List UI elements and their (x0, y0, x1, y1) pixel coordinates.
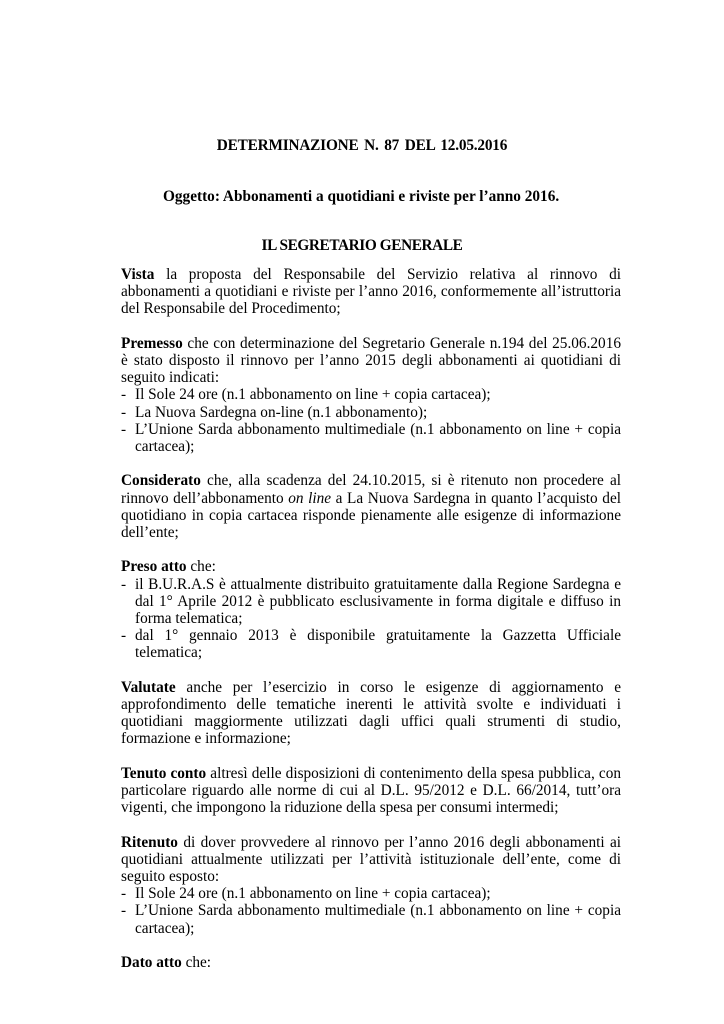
list-item: - Il Sole 24 ore (n.1 abbonamento on line + copia cartacea); (121, 386, 621, 403)
subject-line: Oggetto: Abbonamenti a quotidiani e riviste per l’anno 2016. (163, 188, 560, 205)
premesso-lead: Premesso (121, 334, 183, 352)
ritenuto-text: di dover provvedere al rinnovo per l’anno 2016 degli abbonamenti ai quotidiani attualmente utilizzati per l’attività istituzionale dell’ente, come di seguito esposto: (121, 833, 621, 886)
preso-atto-paragraph (121, 558, 621, 575)
tenuto-conto-lead: Tenuto conto (121, 764, 207, 782)
dato-atto-text: che: (181, 954, 212, 972)
tenuto-conto-text: altresì delle disposizioni di contenimento della spesa pubblica, con particolare riguardo alle norme di cui al D.L. 95/2012 e D.L. 66/2014, tutt’ora vigenti, che impongono la riduzione della spesa per consumi intermedi; (121, 764, 622, 817)
list-item: - L’Unione Sarda abbonamento multimediale (n.1 abbonamento on line + copia cartacea); (121, 902, 621, 936)
premesso-paragraph (121, 335, 621, 387)
preso-atto-list (121, 576, 621, 662)
considerato-italic: on line (288, 489, 332, 507)
premesso-list (121, 386, 621, 455)
list-item: - dal 1° gennaio 2013 è disponibile gratuitamente la Gazzetta Ufficiale telematica; (121, 627, 621, 661)
vista-lead: Vista (121, 266, 155, 283)
vista-text: la proposta del Responsabile del Servizio relativa al rinnovo di abbonamenti a quotidiani e riviste per l’anno 2016, conformemente all’istruttoria del Responsabile del Procedimento; (121, 266, 621, 318)
ritenuto-list (121, 885, 621, 937)
list-item: - Il Sole 24 ore (n.1 abbonamento on line + copia cartacea); (121, 885, 621, 902)
tenuto-conto-paragraph (121, 765, 621, 817)
list-item: - L’Unione Sarda abbonamento multimediale (n.1 abbonamento on line + copia cartacea); (121, 421, 621, 455)
considerato-paragraph (121, 472, 621, 541)
ritenuto-lead: Ritenuto (121, 833, 178, 851)
valutate-paragraph (121, 679, 621, 748)
considerato-lead: Considerato (121, 472, 201, 490)
list-item: - il B.U.R.A.S è attualmente distribuito gratuitamente dalla Regione Sardegna e dal 1° Aprile 2012 è pubblicato esclusivamente in forma digitale e diffuso in forma telematica; (121, 576, 621, 628)
section-heading: IL SEGRETARIO GENERALE (261, 237, 463, 254)
considerato-text-b: a La Nuova Sardegna in quanto l’acquisto del quotidiano in copia cartacea risponde pienamente alle esigenze di informazione dell’ente; (121, 489, 621, 542)
ritenuto-paragraph (121, 834, 621, 886)
considerato-text-a: che, alla scadenza del 24.10.2015, si è ritenuto non procedere al rinnovo dell’abbonamento (121, 472, 621, 507)
list-item: - La Nuova Sardegna on-line (n.1 abbonamento); (121, 404, 621, 421)
vista-paragraph (121, 266, 621, 318)
determination-title: DETERMINAZIONE N. 87 DEL 12.05.2016 (216, 137, 508, 154)
dato-atto-paragraph (121, 954, 621, 971)
valutate-lead: Valutate (121, 678, 176, 696)
valutate-text: anche per l’esercizio in corso le esigenze di aggiornamento e approfondimento delle tematiche inerenti le attività svolte e individuati i quotidiani maggiormente utilizzati dagli uffici quali strumenti di studio, formazione e informazione; (121, 678, 621, 748)
document-body (121, 266, 621, 988)
dato-atto-lead: Dato atto (121, 954, 182, 972)
preso-atto-text: che: (186, 558, 216, 576)
premesso-text: che con determinazione del Segretario Generale n.194 del 25.06.2016 è stato disposto il rinnovo per l’anno 2015 degli abbonamenti ai quotidiani di seguito indicati: (121, 334, 621, 387)
preso-atto-lead: Preso atto (121, 558, 187, 576)
